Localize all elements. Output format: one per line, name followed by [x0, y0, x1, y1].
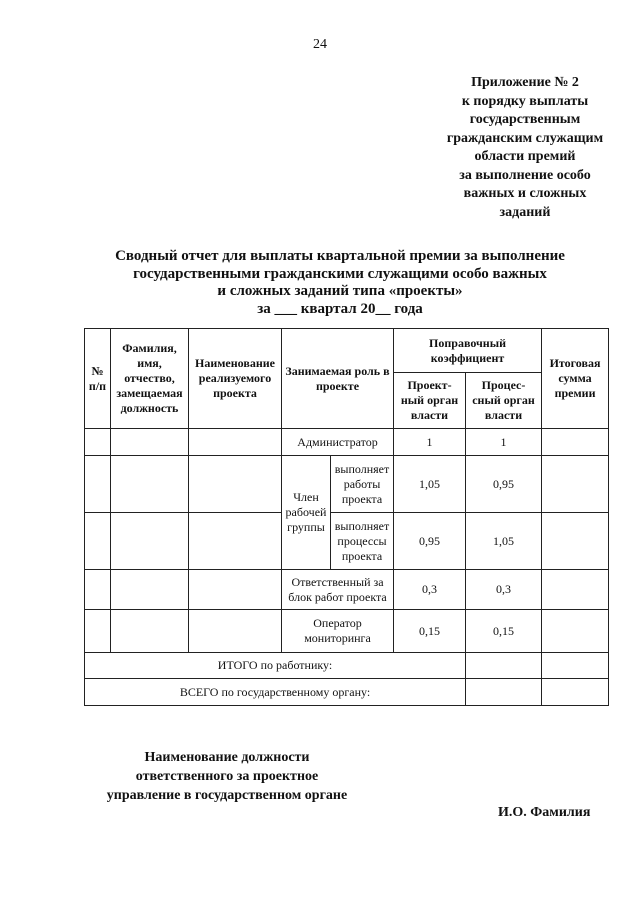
- itogo-total: [542, 653, 609, 679]
- cell-total: [542, 570, 609, 610]
- appendix-line: государственным: [469, 112, 581, 127]
- table-row-operator: [85, 610, 609, 653]
- appendix-line: гражданским служащим: [446, 130, 604, 146]
- header-fio: Фамилия, имя, отчество, замещаемая должность: [111, 329, 189, 429]
- appendix-line: важных и сложных: [463, 186, 587, 201]
- header-num: № п/п: [85, 329, 111, 429]
- cell-fio: [111, 429, 189, 456]
- table-row-vsego: [85, 679, 609, 706]
- cell-project: [189, 513, 282, 570]
- title-line: Сводный отчет для выплаты квартальной премии за выполнение: [115, 248, 565, 264]
- signature-name: И.О. Фамилия: [498, 805, 591, 820]
- cell-coef-proj: 1,05: [394, 456, 466, 513]
- cell-num: [85, 429, 111, 456]
- table-row-member-works: [85, 456, 609, 513]
- cell-coef-proc: 1: [466, 429, 542, 456]
- header-total: Итоговая сумма премии: [542, 329, 609, 429]
- cell-project: [189, 429, 282, 456]
- cell-role-sub: выполняет работы проекта: [331, 456, 394, 513]
- table-row-itogo: [85, 653, 609, 679]
- cell-coef-proj: 0,3: [394, 570, 466, 610]
- cell-total: [542, 429, 609, 456]
- page-number: 24: [313, 37, 327, 52]
- appendix-line: области премий: [474, 149, 576, 164]
- cell-coef-proc: 0,15: [466, 610, 542, 653]
- cell-fio: [111, 513, 189, 570]
- cell-coef-proc: 0,95: [466, 456, 542, 513]
- report-table: [84, 328, 609, 706]
- cell-role-group: Член рабочей группы: [282, 456, 331, 570]
- cell-role: Ответственный за блок работ проекта: [282, 570, 394, 610]
- cell-project: [189, 610, 282, 653]
- cell-total: [542, 610, 609, 653]
- cell-coef-proj: 1: [394, 429, 466, 456]
- cell-project: [189, 570, 282, 610]
- vsego-label: ВСЕГО по государственному органу:: [85, 679, 466, 706]
- appendix-header: [420, 74, 630, 222]
- cell-total: [542, 456, 609, 513]
- header-coef-proj: Проект-ный орган власти: [394, 373, 466, 429]
- header-role: Занимаемая роль в проекте: [282, 329, 394, 429]
- appendix-line: Приложение № 2: [471, 75, 579, 90]
- cell-total: [542, 513, 609, 570]
- header-coef-proc: Процес-сный орган власти: [466, 373, 542, 429]
- title-line: государственными гражданскими служащими особо важных: [133, 265, 547, 282]
- position-line: Наименование должности: [144, 750, 310, 765]
- header-project: Наименование реализуемого проекта: [189, 329, 282, 429]
- cell-num: [85, 513, 111, 570]
- cell-project: [189, 456, 282, 513]
- responsible-position: [92, 748, 362, 805]
- appendix-line: за выполнение особо: [459, 167, 591, 183]
- cell-coef-proc: 0,3: [466, 570, 542, 610]
- cell-fio: [111, 570, 189, 610]
- cell-coef-proj: 0,15: [394, 610, 466, 653]
- cell-role: Оператор мониторинга: [282, 610, 394, 653]
- vsego-total: [542, 679, 609, 706]
- header-row: [85, 329, 609, 373]
- table-row-responsible: [85, 570, 609, 610]
- header-coef: Поправочный коэффициент: [394, 329, 542, 373]
- table-row-admin: [85, 429, 609, 456]
- itogo-label: ИТОГО по работнику:: [85, 653, 466, 679]
- itogo-empty: [466, 653, 542, 679]
- vsego-empty: [466, 679, 542, 706]
- appendix-line: заданий: [499, 204, 551, 220]
- cell-num: [85, 456, 111, 513]
- report-title: [60, 248, 620, 318]
- cell-num: [85, 610, 111, 653]
- appendix-line: к порядку выплаты: [461, 93, 589, 109]
- position-line: управление в государственном органе: [106, 788, 348, 803]
- cell-fio: [111, 610, 189, 653]
- cell-coef-proj: 0,95: [394, 513, 466, 570]
- title-line: за ___ квартал 20__ года: [257, 300, 423, 317]
- cell-role-sub: выполняет процессы проекта: [331, 513, 394, 570]
- cell-num: [85, 570, 111, 610]
- cell-role: Администратор: [282, 429, 394, 456]
- cell-coef-proc: 1,05: [466, 513, 542, 570]
- title-line: и сложных заданий типа «проекты»: [217, 283, 463, 299]
- position-line: ответственного за проектное: [135, 769, 319, 784]
- table-row-member-processes: [85, 513, 609, 570]
- cell-fio: [111, 456, 189, 513]
